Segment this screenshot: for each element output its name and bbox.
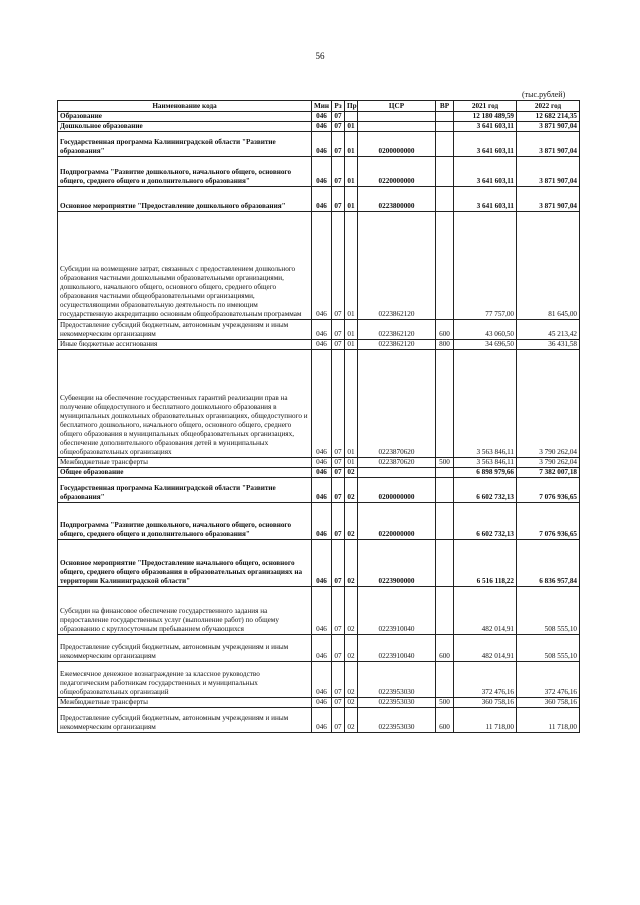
cell-2022: 7 382 007,18	[517, 468, 580, 478]
cell-2021: 77 757,00	[454, 212, 517, 320]
cell-min: 046	[312, 698, 332, 708]
cell-pr: 01	[345, 132, 358, 157]
cell-2022: 81 645,00	[517, 212, 580, 320]
cell-csr: 0223870620	[358, 350, 436, 458]
cell-rz: 07	[332, 458, 345, 468]
cell-min: 046	[312, 468, 332, 478]
cell-csr: 0223953030	[358, 698, 436, 708]
cell-name: Основное мероприятие "Предоставление начального общего, основного общего, среднего общего образования в образовательных организациях на территории Калининградской области"	[58, 540, 312, 587]
cell-name: Подпрограмма "Развитие дошкольного, начального общего, основного общего, среднего общего и дополнительного образования"	[58, 503, 312, 540]
cell-pr	[345, 112, 358, 122]
cell-pr: 01	[345, 187, 358, 212]
cell-2021: 6 602 732,13	[454, 503, 517, 540]
cell-csr: 0200000000	[358, 132, 436, 157]
cell-pr: 02	[345, 708, 358, 733]
cell-name: Предоставление субсидий бюджетным, автономным учреждениям и иным некоммерческим организациям	[58, 635, 312, 662]
cell-name: Общее образование	[58, 468, 312, 478]
cell-pr: 02	[345, 662, 358, 698]
cell-rz: 07	[332, 587, 345, 635]
cell-min: 046	[312, 132, 332, 157]
cell-csr: 0223862120	[358, 212, 436, 320]
cell-pr: 01	[345, 320, 358, 340]
cell-min: 046	[312, 112, 332, 122]
cell-name: Субвенции на обеспечение государственных гарантий реализации прав на получение общедоступного и бесплатного дошкольного образования в муниципальных дошкольных образовательных организациях, общедоступного и бесплатного дошкольного, начального общего, основного общего, среднего общего образования в муниципальных общеобразовательных организациях, обеспечение дополнительного образования детей в муниципальных общеобразовательных организациях	[58, 350, 312, 458]
cell-min: 046	[312, 157, 332, 187]
cell-vr	[436, 350, 454, 458]
cell-rz: 07	[332, 157, 345, 187]
table-row	[58, 212, 580, 320]
units-label: (тыс.рублей)	[522, 90, 566, 99]
table-row	[58, 132, 580, 157]
cell-vr	[436, 212, 454, 320]
table-row	[58, 698, 580, 708]
cell-vr	[436, 540, 454, 587]
cell-vr: 600	[436, 635, 454, 662]
cell-vr	[436, 662, 454, 698]
header-csr: ЦСР	[358, 101, 436, 112]
table-row	[58, 340, 580, 350]
cell-2022: 3 871 907,04	[517, 132, 580, 157]
cell-pr: 01	[345, 340, 358, 350]
cell-rz: 07	[332, 478, 345, 503]
cell-vr	[436, 122, 454, 132]
cell-vr	[436, 468, 454, 478]
budget-table	[57, 100, 580, 733]
cell-rz: 07	[332, 187, 345, 212]
cell-pr: 02	[345, 635, 358, 662]
cell-rz: 07	[332, 698, 345, 708]
cell-2021: 34 696,50	[454, 340, 517, 350]
cell-2021: 43 060,50	[454, 320, 517, 340]
cell-min: 046	[312, 340, 332, 350]
cell-rz: 07	[332, 708, 345, 733]
cell-2021: 6 602 732,13	[454, 478, 517, 503]
cell-2021: 3 563 846,11	[454, 458, 517, 468]
cell-min: 046	[312, 587, 332, 635]
cell-rz: 07	[332, 503, 345, 540]
cell-2022: 3 790 262,04	[517, 350, 580, 458]
cell-2022: 508 555,10	[517, 587, 580, 635]
cell-pr: 01	[345, 157, 358, 187]
cell-min: 046	[312, 503, 332, 540]
cell-pr: 02	[345, 478, 358, 503]
cell-name: Образование	[58, 112, 312, 122]
cell-2022: 3 871 907,04	[517, 187, 580, 212]
cell-2021: 11 718,00	[454, 708, 517, 733]
cell-pr: 01	[345, 122, 358, 132]
cell-2021: 3 641 603,11	[454, 187, 517, 212]
cell-min: 046	[312, 540, 332, 587]
cell-rz: 07	[332, 350, 345, 458]
cell-2021: 482 014,91	[454, 635, 517, 662]
cell-csr: 0223900000	[358, 540, 436, 587]
cell-rz: 07	[332, 320, 345, 340]
cell-vr	[436, 132, 454, 157]
cell-2022: 12 682 214,35	[517, 112, 580, 122]
table-row	[58, 540, 580, 587]
table-row	[58, 458, 580, 468]
cell-name: Межбюджетные трансферты	[58, 458, 312, 468]
cell-min: 046	[312, 187, 332, 212]
cell-rz: 07	[332, 340, 345, 350]
cell-min: 046	[312, 320, 332, 340]
cell-vr	[436, 112, 454, 122]
table-row	[58, 320, 580, 340]
cell-vr: 500	[436, 698, 454, 708]
cell-2022: 36 431,58	[517, 340, 580, 350]
cell-rz: 07	[332, 468, 345, 478]
header-year-2021: 2021 год	[454, 101, 517, 112]
cell-2022: 360 758,16	[517, 698, 580, 708]
cell-rz: 07	[332, 635, 345, 662]
cell-name: Иные бюджетные ассигнования	[58, 340, 312, 350]
cell-pr: 01	[345, 212, 358, 320]
cell-2021: 12 180 489,59	[454, 112, 517, 122]
cell-vr: 800	[436, 340, 454, 350]
cell-csr	[358, 122, 436, 132]
header-name: Наименование кода	[58, 101, 312, 112]
cell-csr: 0223953030	[358, 662, 436, 698]
cell-name: Ежемесячное денежное вознаграждение за классное руководство педагогическим работникам государственных и муниципальных общеобразовательных организаций	[58, 662, 312, 698]
cell-2022: 7 076 936,65	[517, 503, 580, 540]
cell-pr: 02	[345, 587, 358, 635]
cell-csr: 0223862120	[358, 320, 436, 340]
cell-vr	[436, 503, 454, 540]
table-body	[58, 112, 580, 733]
header-min: Мин	[312, 101, 332, 112]
cell-name: Подпрограмма "Развитие дошкольного, начального общего, основного общего, среднего общего и дополнительного образования"	[58, 157, 312, 187]
cell-name: Государственная программа Калининградской области "Развитие образования"	[58, 132, 312, 157]
cell-rz: 07	[332, 540, 345, 587]
header-year-2022: 2022 год	[517, 101, 580, 112]
cell-pr: 02	[345, 698, 358, 708]
cell-2021: 360 758,16	[454, 698, 517, 708]
cell-name: Предоставление субсидий бюджетным, автономным учреждениям и иным некоммерческим организациям	[58, 320, 312, 340]
table-row	[58, 350, 580, 458]
cell-name: Субсидии на возмещение затрат, связанных с предоставлением дошкольного образования частными дошкольными образовательными организациями, дошкольного, начального общего, основного общего, среднего общего образования частными общеобразовательными организациями, осуществляющими образовательную деятельность по имеющим государственную аккредитацию основным общеобразовательным программам	[58, 212, 312, 320]
cell-csr: 0223800000	[358, 187, 436, 212]
cell-min: 046	[312, 212, 332, 320]
cell-2022: 3 790 262,04	[517, 458, 580, 468]
cell-min: 046	[312, 478, 332, 503]
cell-csr: 0220000000	[358, 157, 436, 187]
table-row	[58, 157, 580, 187]
table-header-row	[58, 101, 580, 112]
cell-2021: 482 014,91	[454, 587, 517, 635]
cell-csr	[358, 468, 436, 478]
page-number: 56	[315, 51, 325, 61]
table-row	[58, 468, 580, 478]
cell-vr: 600	[436, 708, 454, 733]
table-row	[58, 122, 580, 132]
cell-rz: 07	[332, 212, 345, 320]
header-rz: Рз	[332, 101, 345, 112]
table-row	[58, 662, 580, 698]
cell-vr: 600	[436, 320, 454, 340]
table-row	[58, 635, 580, 662]
header-vr: ВР	[436, 101, 454, 112]
cell-name: Основное мероприятие "Предоставление дошкольного образования"	[58, 187, 312, 212]
table-row	[58, 587, 580, 635]
cell-2022: 3 871 907,04	[517, 122, 580, 132]
cell-vr	[436, 587, 454, 635]
cell-csr	[358, 112, 436, 122]
cell-rz: 07	[332, 122, 345, 132]
cell-2021: 6 516 118,22	[454, 540, 517, 587]
cell-name: Дошкольное образование	[58, 122, 312, 132]
cell-pr: 02	[345, 503, 358, 540]
cell-2021: 3 641 603,11	[454, 132, 517, 157]
cell-csr: 0200000000	[358, 478, 436, 503]
cell-pr: 01	[345, 350, 358, 458]
cell-csr: 0223862120	[358, 340, 436, 350]
table-row	[58, 708, 580, 733]
cell-name: Субсидии на финансовое обеспечение государственного задания на предоставление государственных услуг (выполнение работ) по общему образованию с круглосуточным пребыванием обучающихся	[58, 587, 312, 635]
cell-2021: 3 641 603,11	[454, 122, 517, 132]
cell-csr: 0223910040	[358, 635, 436, 662]
table-row	[58, 478, 580, 503]
cell-2021: 6 898 979,66	[454, 468, 517, 478]
cell-rz: 07	[332, 662, 345, 698]
cell-2022: 372 476,16	[517, 662, 580, 698]
cell-vr	[436, 157, 454, 187]
cell-2022: 11 718,00	[517, 708, 580, 733]
cell-min: 046	[312, 350, 332, 458]
cell-2022: 45 213,42	[517, 320, 580, 340]
cell-rz: 07	[332, 112, 345, 122]
table-row	[58, 503, 580, 540]
cell-2021: 3 641 603,11	[454, 157, 517, 187]
cell-csr: 0223870620	[358, 458, 436, 468]
cell-name: Межбюджетные трансферты	[58, 698, 312, 708]
cell-vr	[436, 478, 454, 503]
cell-min: 046	[312, 708, 332, 733]
cell-min: 046	[312, 635, 332, 662]
table-row	[58, 112, 580, 122]
cell-min: 046	[312, 662, 332, 698]
table-row	[58, 187, 580, 212]
cell-2021: 372 476,16	[454, 662, 517, 698]
cell-rz: 07	[332, 132, 345, 157]
cell-csr: 0223953030	[358, 708, 436, 733]
cell-csr: 0220000000	[358, 503, 436, 540]
cell-2022: 3 871 907,04	[517, 157, 580, 187]
cell-pr: 02	[345, 540, 358, 587]
cell-vr	[436, 187, 454, 212]
cell-2022: 7 076 936,65	[517, 478, 580, 503]
cell-min: 046	[312, 458, 332, 468]
cell-2022: 508 555,10	[517, 635, 580, 662]
cell-2021: 3 563 846,11	[454, 350, 517, 458]
cell-csr: 0223910040	[358, 587, 436, 635]
cell-vr: 500	[436, 458, 454, 468]
cell-min: 046	[312, 122, 332, 132]
header-pr: Пр	[345, 101, 358, 112]
cell-name: Предоставление субсидий бюджетным, автономным учреждениям и иным некоммерческим организациям	[58, 708, 312, 733]
cell-pr: 01	[345, 458, 358, 468]
cell-2022: 6 836 957,84	[517, 540, 580, 587]
cell-pr: 02	[345, 468, 358, 478]
cell-name: Государственная программа Калининградской области "Развитие образования"	[58, 478, 312, 503]
